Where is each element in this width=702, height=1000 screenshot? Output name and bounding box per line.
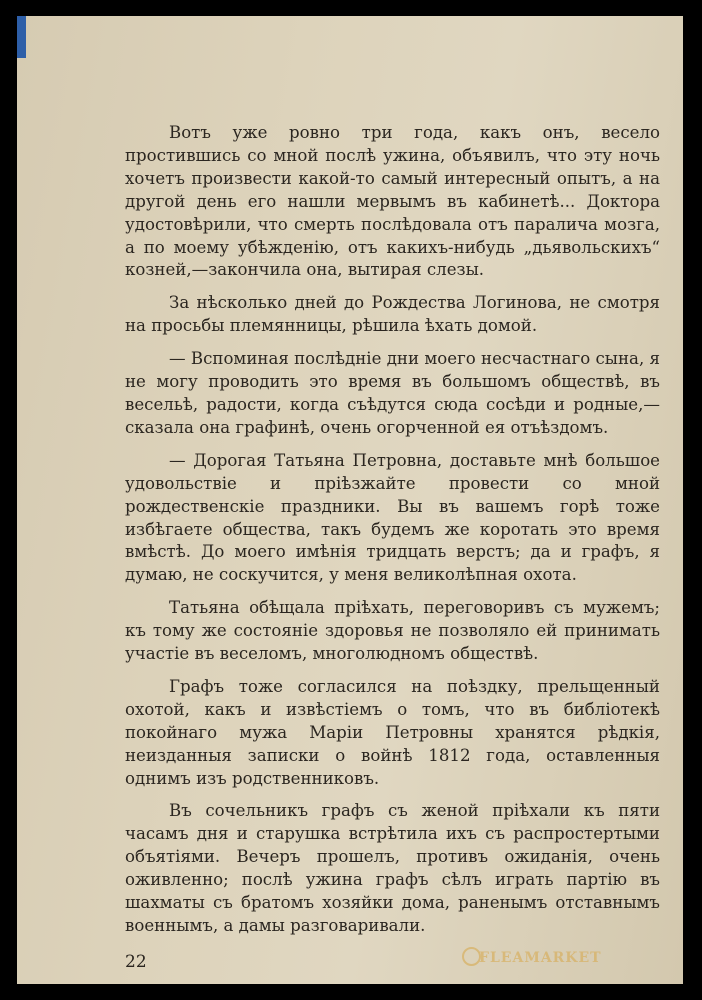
paragraph: — Дорогая Татьяна Петровна, доставьте мнѣ большое удовольствіе и пріѣзжайте провести со мной рождественскіе праздники. Вы въ вашемъ горѣ тоже избѣгаете общества, такъ будемъ же коротать это время вмѣстѣ. До моего имѣнія тридцать верстъ; да и графъ, я думаю, не соскучится, у меня великолѣпная охота. bbox=[125, 450, 660, 585]
page-number: 22 bbox=[125, 952, 147, 972]
paragraph: Вотъ уже ровно три года, какъ онъ, весело простившись со мной послѣ ужина, объявилъ, что эту ночь хочетъ произвести какой-то самый интересный опытъ, а на другой день его нашли мервымъ въ кабинетѣ... Доктора удостовѣрили, что смерть послѣдовала отъ паралича мозга, а по моему убѣжденію, отъ какихъ-нибудь „дьявольскихъ“ козней,—закончила она, вытирая слезы. bbox=[125, 123, 660, 280]
book-page bbox=[17, 16, 683, 984]
page-text bbox=[125, 122, 660, 948]
paragraph: Графъ тоже согласился на поѣздку, прельщенный охотой, какъ и извѣстіемъ о томъ, что въ библіотекѣ покойнаго мужа Маріи Петровны хранятся рѣдкія, неизданныя записки о войнѣ 1812 года, оставленныя однимъ изъ родственниковъ. bbox=[125, 676, 660, 788]
paragraph: — Вспоминая послѣдніе дни моего несчастнаго сына, я не могу проводить это время въ большомъ обществѣ, въ весельѣ, радости, когда съѣдутся сюда сосѣди и родные,—сказала она графинѣ, очень огорченной ея отъѣздомъ. bbox=[125, 349, 660, 437]
watermark: FLEAMARKET bbox=[479, 950, 602, 966]
paragraph: Татьяна обѣщала пріѣхать, переговоривъ съ мужемъ; къ тому же состояніе здоровья не позволяло ей принимать участіе въ веселомъ, многолюдномъ обществѣ. bbox=[125, 598, 660, 664]
blue-background-edge bbox=[17, 16, 26, 58]
paragraph: За нѣсколько дней до Рождества Логинова, не смотря на просьбы племянницы, рѣшила ѣхать домой. bbox=[125, 293, 660, 336]
paragraph: Въ сочельникъ графъ съ женой пріѣхали къ пяти часамъ дня и старушка встрѣтила ихъ съ распростертыми объятіями. Вечеръ прошелъ, противъ ожиданія, очень оживленно; послѣ ужина графъ сѣлъ играть партію въ шахматы съ братомъ хозяйки дома, раненымъ отставнымъ военнымъ, а дамы разговаривали. bbox=[125, 801, 660, 935]
